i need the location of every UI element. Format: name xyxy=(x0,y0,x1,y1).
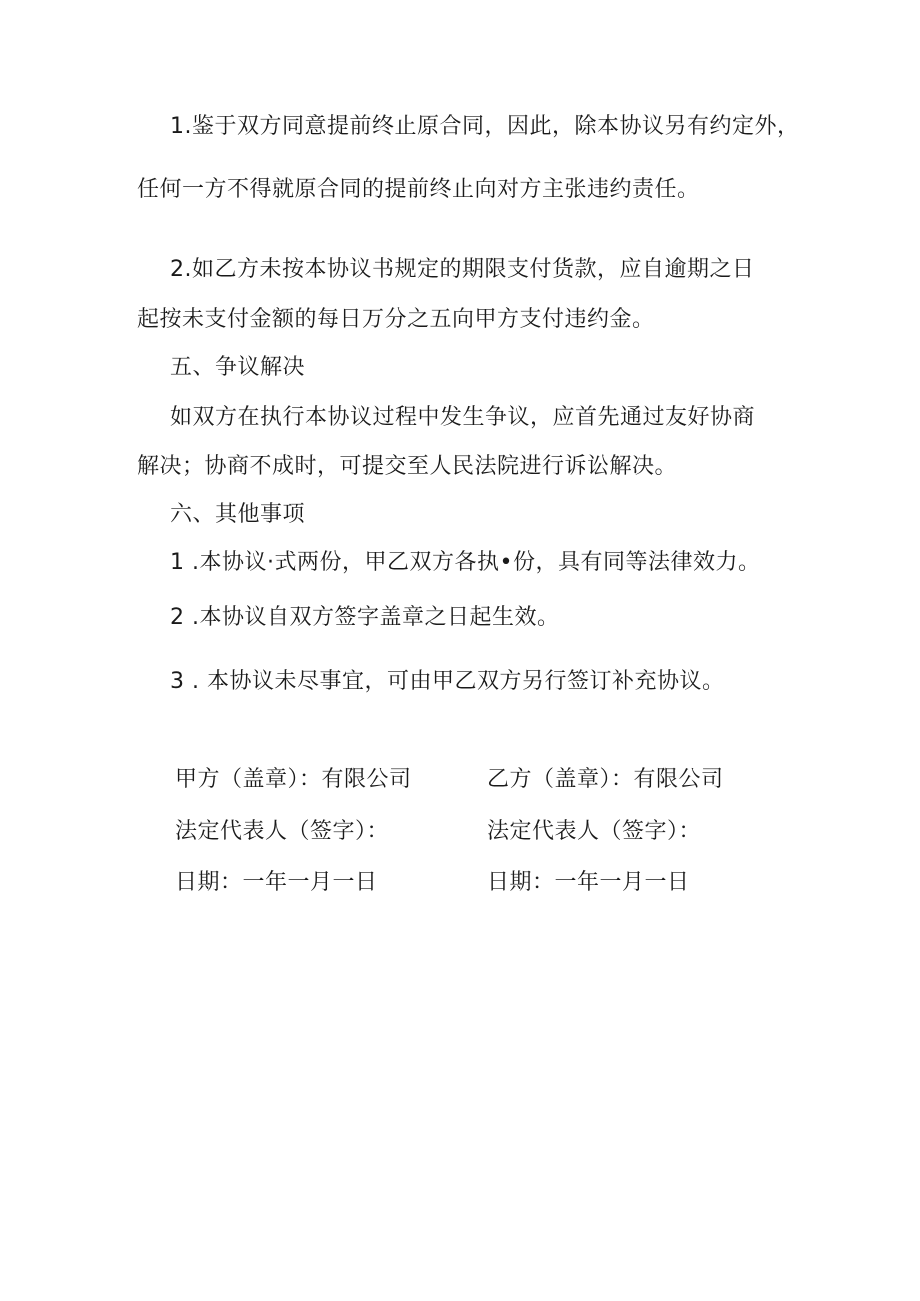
clause5-body-line1: 如双方在执行本协议过程中发生争议，应首先通过友好协商 xyxy=(170,405,756,430)
clause6-item1: 1 .本协议·式两份，甲乙双方各执•份，具有同等法律效力。 xyxy=(170,550,761,575)
party-b-representative: 法定代表人（签字）： xyxy=(487,819,702,844)
party-a-seal: 甲方（盖章）：有限公司 xyxy=(175,767,412,792)
clause4-item2-line1: 2.如乙方未按本协议书规定的期限支付货款，应自逾期之日 xyxy=(170,257,755,282)
clause6-item3: 3 . 本协议未尽事宜，可由甲乙双方另行签订补充协议。 xyxy=(170,669,725,694)
clause5-body-line2: 解决；协商不成时，可提交至人民法院进行诉讼解决。 xyxy=(137,454,678,479)
clause6-item2: 2 .本协议自双方签字盖章之日起生效。 xyxy=(170,605,560,630)
party-b-date: 日期：一年一月一日 xyxy=(487,870,690,895)
clause4-item1-line1: 1.鉴于双方同意提前终止原合同，因此，除本协议另有约定外， xyxy=(170,114,800,139)
party-a-date: 日期：一年一月一日 xyxy=(175,870,378,895)
party-b-seal: 乙方（盖章）：有限公司 xyxy=(487,767,724,792)
party-a-representative: 法定代表人（签字）： xyxy=(175,819,390,844)
clause4-item1-line2: 任何一方不得就原合同的提前终止向对方主张违约责任。 xyxy=(137,177,700,202)
clause6-heading: 六、其他事项 xyxy=(170,502,306,527)
clause4-item2-line2: 起按未支付金额的每日万分之五向甲方支付违约金。 xyxy=(137,307,655,332)
clause5-heading: 五、争议解决 xyxy=(170,355,306,380)
